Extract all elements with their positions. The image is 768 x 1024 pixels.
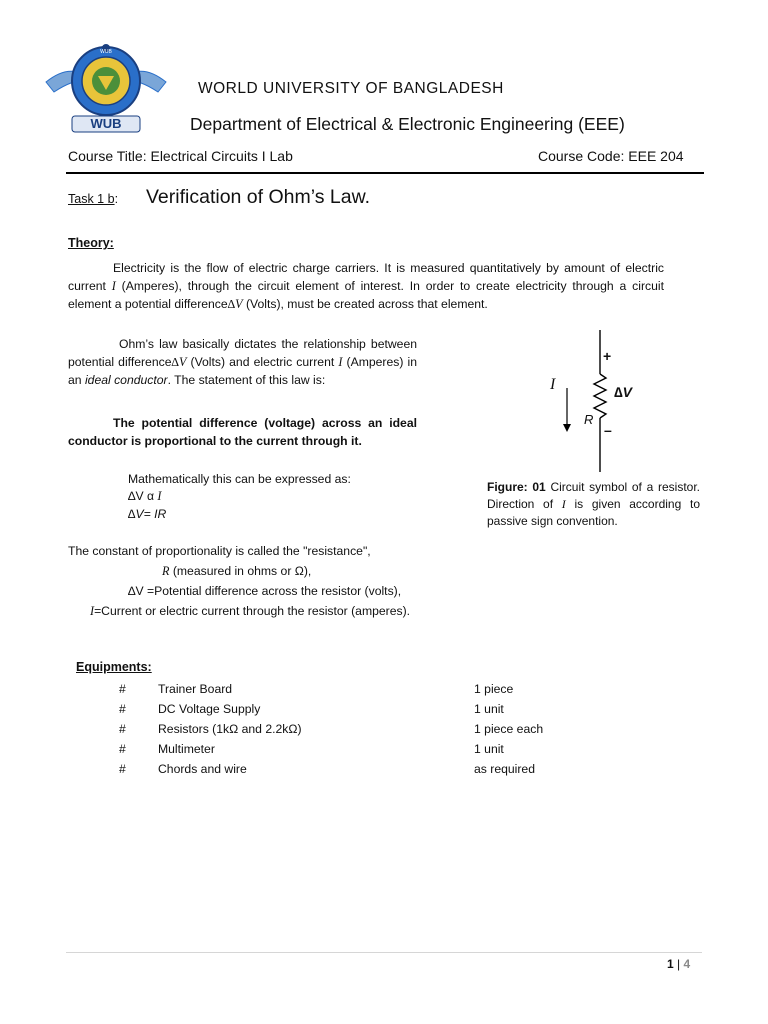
p2-text-a: Ohm’s law basically dictates the relationship between potential difference: [68, 337, 417, 369]
figure-current-label: I: [550, 376, 556, 393]
page-number: [667, 957, 690, 971]
equipment-bullet: #: [119, 682, 126, 696]
equipment-name: Multimeter: [158, 742, 215, 756]
header-rule: [66, 172, 704, 174]
theory-heading: [68, 236, 114, 250]
resistance-constant: The constant of proportionality is called the "resistance",: [68, 544, 371, 558]
equipment-name: Trainer Board: [158, 682, 233, 696]
ohms-law-statement: The potential difference (voltage) across an ideal conductor is proportional to the current through it.: [68, 416, 417, 448]
university-logo: [36, 36, 176, 136]
page-current: 1: [667, 957, 674, 971]
caption-text-b: is given according to passive sign convention.: [487, 497, 700, 528]
figure-plus-sign: +: [603, 348, 612, 364]
p1-text-c: (Volts), must be created across that element.: [242, 297, 488, 311]
caption-i-symbol: I: [561, 497, 566, 511]
i-symbol: I: [90, 604, 95, 618]
current-definition: [90, 602, 417, 620]
equipment-name: Resistors (1kΩ and 2.2kΩ): [158, 722, 302, 736]
course-code: Course Code: EEE 204: [538, 148, 684, 164]
resistor-figure: [540, 328, 650, 474]
page-separator: |: [677, 957, 681, 971]
svg-text:WUB: WUB: [100, 49, 112, 55]
equipment-qty: 1 piece each: [474, 722, 544, 736]
figure-caption: [487, 479, 700, 530]
theory-paragraph-1: [68, 259, 664, 313]
task-label-text: Task 1 b: [68, 192, 115, 206]
figure-resistor-label: R: [584, 412, 594, 427]
i-description: =Current or electric current through the resistor (amperes).: [94, 604, 411, 618]
equation-ohm: ∆V= IR: [128, 507, 167, 521]
equipment-qty: 1 unit: [474, 742, 504, 756]
eq1-text: ∆V α: [128, 489, 158, 503]
task-colon: :: [114, 192, 119, 206]
course-title: Course Title: Electrical Circuits I Lab: [68, 148, 293, 164]
caption-figure-label: Figure: 01: [487, 480, 546, 494]
logo-wub-text: WUB: [90, 116, 122, 131]
equipment-bullet: #: [119, 722, 126, 736]
p1-dv-symbol: ∆V: [227, 297, 243, 311]
p1-text-b: (Amperes), through the circuit element of interest. In order to create electricity through a circuit element a potential difference: [68, 279, 664, 311]
task-title: Verification of Ohm’s Law.: [146, 186, 371, 208]
p2-i-symbol: I: [338, 355, 343, 369]
p2-ideal-conductor: ideal conductor: [84, 373, 168, 387]
equipment-bullet: #: [119, 762, 126, 776]
r-description: (measured in ohms or Ω),: [169, 564, 312, 578]
math-intro: Mathematically this can be expressed as:: [128, 472, 351, 486]
p2-dv-symbol: ∆V: [171, 355, 187, 369]
department-name: Department of Electrical & Electronic Engineering (EEE): [190, 114, 625, 134]
theory-heading-text: Theory:: [68, 236, 114, 250]
p1-i-symbol: I: [111, 279, 116, 293]
theory-paragraph-2: [68, 335, 417, 389]
footer-rule: [66, 952, 702, 953]
figure-minus-sign: –: [604, 422, 612, 438]
equipment-bullet: #: [119, 702, 126, 716]
equipment-name: DC Voltage Supply: [158, 702, 261, 716]
p2-text-c: (Amperes) in an: [68, 355, 417, 387]
p1-text-a: Electricity is the flow of electric charge carriers. It is measured quantitatively by amount of electric current: [68, 261, 664, 293]
figure-voltage-label: ∆V: [614, 384, 632, 400]
equipment-name: Chords and wire: [158, 762, 247, 776]
p2-text-d: . The statement of this law is:: [167, 373, 326, 387]
equipment-qty: as required: [474, 762, 535, 776]
equipment-bullet: #: [119, 742, 126, 756]
r-symbol: R: [162, 564, 170, 578]
university-name: WORLD UNIVERSITY OF BANGLADESH: [198, 80, 504, 97]
equipments-heading-text: Equipments:: [76, 660, 152, 674]
equipments-heading: [76, 660, 152, 674]
resistance-definition: [162, 562, 311, 580]
equipment-qty: 1 unit: [474, 702, 504, 716]
task-label: [68, 192, 118, 206]
page-total: 4: [683, 957, 691, 971]
voltage-definition: ∆V =Potential difference across the resistor (volts),: [128, 584, 402, 598]
equation-proportional: [128, 489, 161, 504]
caption-text-a: Circuit symbol of a resistor. Direction of: [487, 480, 700, 511]
p2-text-b: (Volts) and electric current: [186, 355, 339, 369]
equipment-qty: 1 piece: [474, 682, 514, 696]
eq1-i-symbol: I: [157, 489, 162, 503]
